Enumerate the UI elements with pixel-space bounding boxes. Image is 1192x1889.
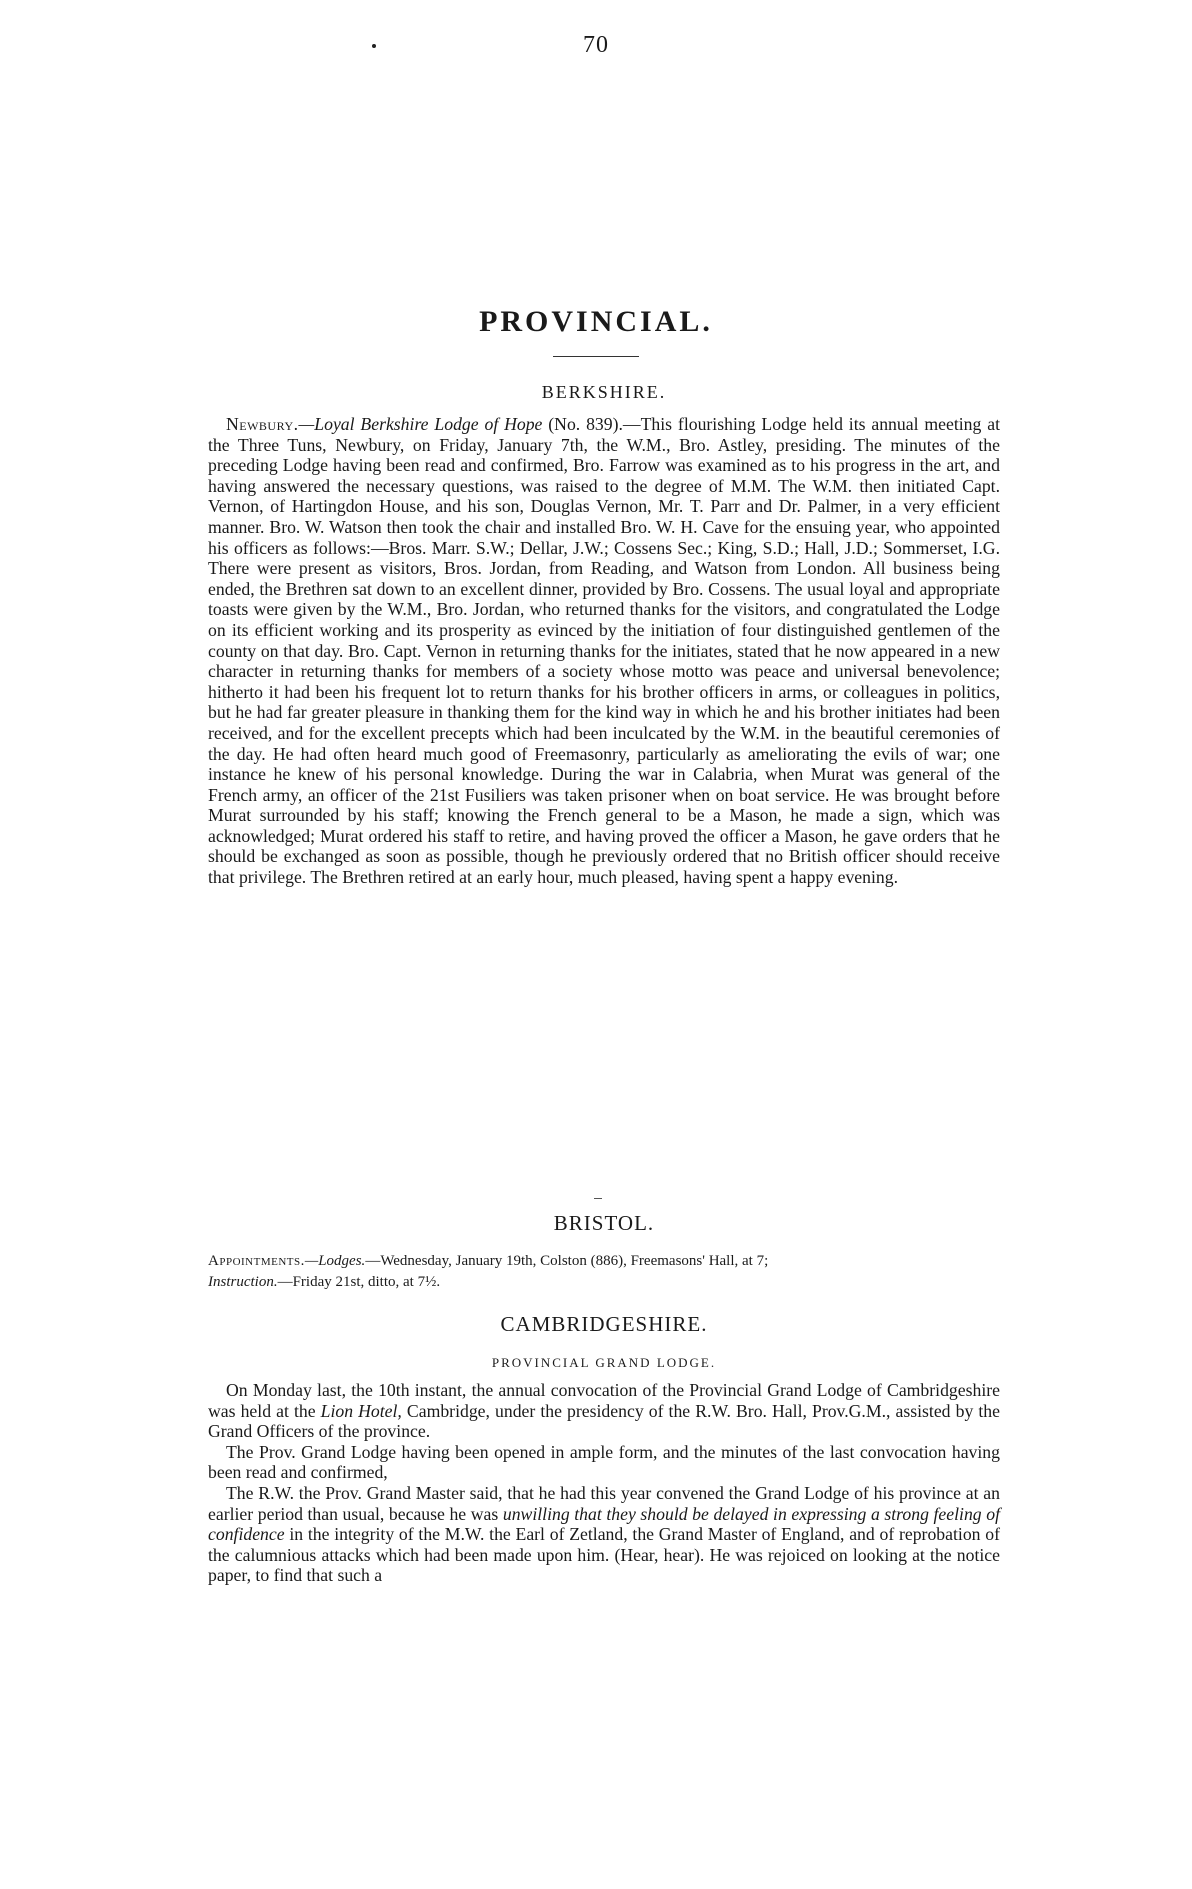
bristol-heading: BRISTOL. (553, 1211, 655, 1235)
berkshire-section (208, 382, 1000, 403)
lodge-name: —Loyal Berkshire Lodge of Hope (298, 414, 543, 434)
p1-italic: Lion Hotel, (320, 1400, 402, 1421)
lodges-text: —Wednesday, January 19th, Colston (886), Freemasons' Hall, at 7; (365, 1253, 769, 1269)
place-name: Newbury. (226, 414, 299, 434)
cambridgeshire-paragraph-3 (208, 1483, 1000, 1586)
bristol-section (208, 1211, 1000, 1236)
page-number: 70 (583, 32, 609, 58)
p1-text-a: On Monday last, the 10th instant, the annual convocation of the Provincial Grand Lodge of Cambridgeshire was held at the (208, 1380, 1000, 1421)
cambridgeshire-subsection (208, 1355, 1000, 1371)
cambridgeshire-paragraph-1 (208, 1380, 1000, 1442)
cambridgeshire-paragraph-2: The Prov. Grand Lodge having been opened in ample form, and the minutes of the last convocation having been read and confirmed, (208, 1441, 1000, 1483)
p3-text-b: in the integrity of the M.W. the Earl of Zetland, the Grand Master of England, and of reprobation of the calumnious attacks which had been made upon him. (Hear, hear). He was rejoiced on looking at the notice paper, to find that such a (208, 1524, 1000, 1586)
appointments-label: Appointments. (208, 1253, 305, 1269)
p3-text-a: The R.W. the Prov. Grand Master said, that he had this year convened the Grand Lodge of his province at an earlier period than usual, because he was (208, 1482, 1000, 1524)
berkshire-text: (No. 839).—This flourishing Lodge held its annual meeting at the Three Tuns, Newbury, on Friday, January 7th, the W.M., Bro. Astley, presiding. The minutes of the preceding Lodge having been read and confirmed, Bro. Farrow was examined as to his progress in the art, and having answered the necessary questions, was raised to the degree of M.M. The W.M. then initiated Capt. Vernon, of Hartingdon House, and his son, Douglas Vernon, Mr. T. Parr and Dr. Palmer, in a very efficient manner. Bro. W. Watson then took the chair and installed Bro. W. H. Cave for the ensuing year, who appointed his officers as follows:—Bros. Marr. S.W.; Dellar, J.W.; Cossens Sec.; King, S.D.; Hall, J.D.; Sommerset, I.G. There were present as visitors, Bros. Jordan, from Reading, and Watson from London. All business being ended, the Brethren sat down to an excellent dinner, provided by Bro. Cossens. The usual loyal and appropriate toasts were given by the W.M., Bro. Jordan, who returned thanks for the visitors, and congratulated the Lodge on its efficient working and its prosperity as evinced by the initiation of four distinguished gentlemen of the county on that day. Bro. Capt. Vernon in returning thanks for the initiates, stated that he now appeared in a new character in returning thanks for members of a society whose motto was peace and universal benevolence; hitherto it had been his frequent lot to return thanks for his brother officers in arms, or colleagues in politics, but he had far greater pleasure in thanking them for the kind way in which he and his brother initiates had been received, and for the excellent precepts which had been inculcated by the W.M. in the beautiful ceremonies of the day. He had often heard much good of Freemasonry, particularly as ameliorating the evils of war; one instance he knew of his personal knowledge. During the war in Calabria, when Murat was general of the French army, an officer of the 21st Fusiliers was taken prisoner when on boat service. He was brought before Murat surrounded by his staff; knowing the French general to be a Mason, he made a sign, which was acknowledged; Murat ordered his staff to retire, and having proved the officer a Mason, he gave orders that he should be exchanged as soon as possible, though he previously ordered that no British officer should receive that privilege. The Brethren retired at an early hour, much pleased, having spent a happy evening. (208, 414, 1000, 888)
bristol-appointments (208, 1251, 1000, 1293)
section-title: PROVINCIAL. (479, 305, 713, 338)
separator-mark (594, 1198, 602, 1199)
p3-italic: unwilling that they should be delayed in expressing a strong feeling of confidence (208, 1503, 1000, 1545)
berkshire-paragraph (208, 414, 1000, 888)
cambridgeshire-section (208, 1312, 1000, 1337)
cambridgeshire-heading: CAMBRIDGESHIRE. (500, 1312, 708, 1336)
title-rule (553, 356, 639, 357)
cambridgeshire-article (208, 1380, 1000, 1586)
provincial-grand-lodge-heading: PROVINCIAL GRAND LODGE. (491, 1355, 717, 1370)
p1-text-b: Cambridge, under the presidency of the R.W. Bro. Hall, Prov.G.M., assisted by the Grand Officers of the province. (208, 1400, 1000, 1442)
instruction-label: Instruction. (208, 1274, 278, 1290)
instruction-text: —Friday 21st, ditto, at 7½. (277, 1274, 441, 1290)
berkshire-heading: BERKSHIRE. (541, 382, 667, 402)
bristol-appointments-paragraph (208, 1251, 1000, 1293)
lodges-label: —Lodges. (304, 1253, 366, 1269)
berkshire-article (208, 414, 1000, 888)
